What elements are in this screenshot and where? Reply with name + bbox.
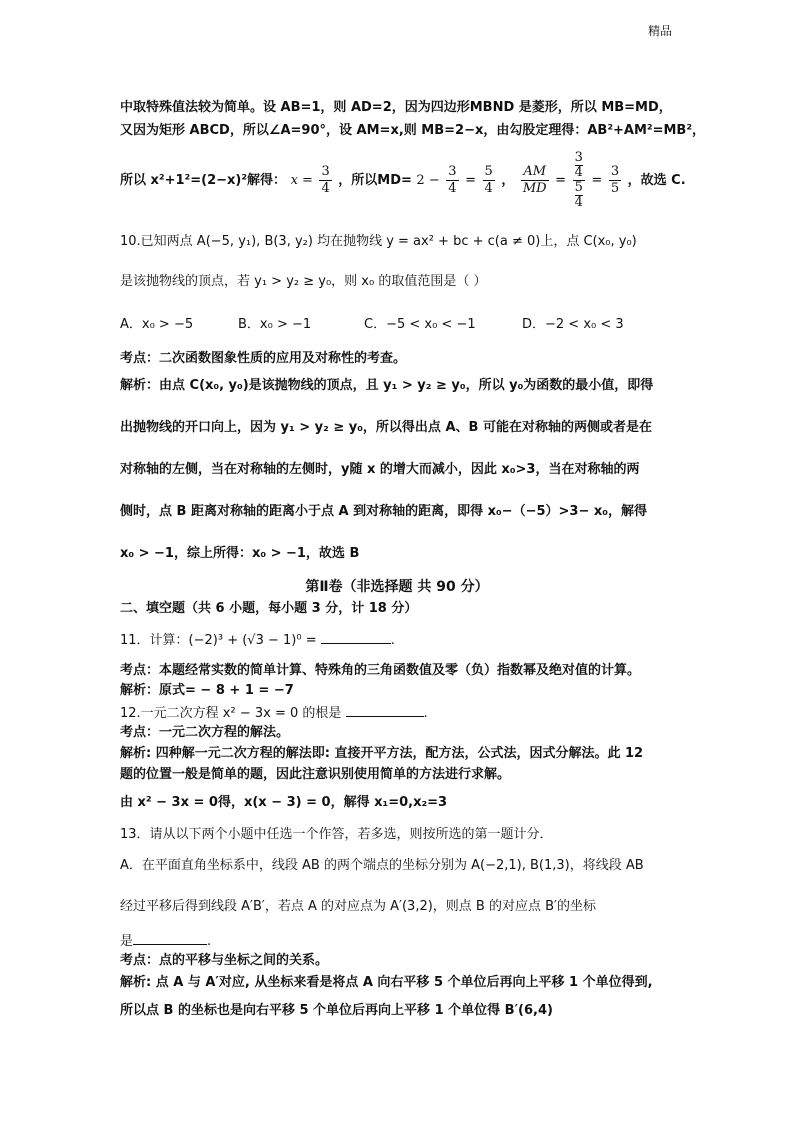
q12-analysis-2: 题的位置一般是简单的题，因此注意识别使用简单的方法进行求解。 <box>120 767 511 782</box>
q10-analysis-1: 解析：由点 C(x₀, y₀)是该抛物线的顶点，且 y₁ > y₂ ≥ y₀，所以 y₀为函数的最小值，即得 <box>120 378 654 393</box>
q12-period: . <box>423 706 428 721</box>
q12-analysis-3: 由 x² − 3x = 0得，x(x − 3) = 0，解得 x₁=0,x₂=3 <box>120 795 448 810</box>
q9-two-minus: 2 − <box>416 173 440 188</box>
inner-numerator: 5 <box>574 180 583 195</box>
fraction-numerator: 3 <box>321 164 330 179</box>
fraction-denominator: 4 <box>448 181 457 196</box>
fraction <box>521 164 549 197</box>
q12-kaodian: 考点：一元二次方程的解法。 <box>120 725 290 740</box>
fraction-numerator <box>573 151 585 181</box>
fraction-denominator: MD <box>522 181 547 196</box>
fraction-denominator: 5 <box>610 181 620 196</box>
fraction <box>319 164 331 197</box>
q9-line-3a: 所以 x²+1²=(2−x)²解得： <box>120 173 287 188</box>
q9-answer: ，故选 C. <box>627 173 686 188</box>
q13-a-line-3-text: 是 <box>120 934 134 949</box>
section-title: 二、填空题（共 6 小题，每小题 3 分，计 18 分） <box>120 601 418 616</box>
q10-kaodian: 考点：二次函数图象性质的应用及对称性的考查。 <box>120 351 407 366</box>
q11-kaodian: 考点：本题经常实数的简单计算、特殊角的三角函数值及零（负）指数幂及绝对值的计算。 <box>120 663 641 678</box>
q10-stem-1: 10.已知两点 A(−5, y₁), B(3, y₂) 均在抛物线 y = ax² + bc + c(a ≠ 0)上，点 C(x₀, y₀) <box>120 234 637 249</box>
q13-period: . <box>207 934 212 949</box>
fraction-numerator: 3 <box>610 164 620 179</box>
comma: ， <box>501 173 515 188</box>
inner-denominator: 4 <box>574 195 583 210</box>
q13-stem: 13．请从以下两个小题中任选一个作答，若多选，则按所选的第一题计分． <box>120 827 553 842</box>
q9-line-1: 中取特殊值法较为简单。设 AB=1，则 AD=2，因为四边形MBND 是菱形，所以 MB=MD， <box>120 100 672 115</box>
q11-stem <box>120 630 680 650</box>
fraction <box>609 164 621 197</box>
fraction-numerator: 3 <box>448 164 457 179</box>
q10-option-a: A．x₀ > −5 <box>120 317 194 332</box>
q10-analysis-2: 出抛物线的开口向上，因为 y₁ > y₂ ≥ y₀，所以得出点 A、B 可能在对称轴的两侧或者是在 <box>120 420 652 435</box>
q9-line-3 <box>120 145 686 217</box>
q13-kaodian: 考点：点的平移与坐标之间的关系。 <box>120 953 329 968</box>
q10-analysis-4: 侧时，点 B 距离对称轴的距离小于点 A 到对称轴的距离，即得 x₀−（−5）>3− x₀，解得 <box>120 504 647 519</box>
fraction <box>446 164 458 197</box>
part2-title: 第Ⅱ卷（非选择题 共 90 分） <box>305 579 489 595</box>
header-label: 精品 <box>647 24 672 38</box>
q9-line-2: 又因为矩形 ABCD，所以∠A=90°，设 AM=x,则 MB=2−x，由勾股定理得：AB²+AM²=MB²， <box>120 123 706 138</box>
fraction <box>483 164 495 197</box>
q10-analysis-3: 对称轴的左侧，当在对称轴的左侧时，y随 x 的增大而减小，因此 x₀>3，当在对称轴的两 <box>120 462 640 477</box>
equals-sign: = <box>591 173 603 188</box>
fraction-numerator: AM <box>521 164 549 181</box>
q13-analysis-1: 解析: 点 A 与 A′对应, 从坐标来看是将点 A 向右平移 5 个单位后再向上平移 1 个单位得到, <box>120 975 653 990</box>
q13-analysis-2: 所以点 B 的坐标也是向右平移 5 个单位后再向上平移 1 个单位得 B′(6,4) <box>120 1003 553 1018</box>
q10-option-c: C．−5 < x₀ < −1 <box>364 317 476 332</box>
q13-a-line-2: 经过平移后得到线段 A′B′，若点 A 的对应点为 A′(3,2)，则点 B 的对应点 B′的坐标 <box>120 899 596 914</box>
q9-x-eq: x = <box>290 173 313 188</box>
q9-md-label: ，所以MD= <box>338 173 412 188</box>
q10-option-b: B．x₀ > −1 <box>238 317 312 332</box>
q12-stem-text: 12.一元二次方程 x² − 3x = 0 的根是 <box>120 706 342 721</box>
q10-option-d: D．−2 < x₀ < 3 <box>522 317 624 332</box>
q10-analysis-5: x₀ > −1，综上所得：x₀ > −1，故选 B <box>120 546 360 561</box>
q11-stem-text: 11．计算：(−2)³ + (√3 − 1)⁰ = <box>120 633 317 648</box>
fraction-numerator: 5 <box>484 164 493 179</box>
equals-sign: = <box>465 173 476 188</box>
q12-stem <box>120 703 680 723</box>
inner-numerator: 3 <box>574 150 583 165</box>
answer-blank <box>346 703 424 717</box>
equals-sign: = <box>555 173 567 188</box>
answer-blank <box>321 630 391 644</box>
q10-stem-2: 是该抛物线的顶点，若 y₁ > y₂ ≥ y₀，则 x₀ 的取值范围是（ ） <box>120 274 487 289</box>
answer-blank <box>133 931 207 945</box>
q11-period: . <box>390 633 395 648</box>
q11-analysis: 解析：原式= − 8 + 1 = −7 <box>120 683 294 698</box>
fraction-denominator: 4 <box>484 181 493 196</box>
q13-a-line-3 <box>120 931 680 951</box>
compound-fraction <box>573 151 585 210</box>
q12-analysis-1: 解析: 四种解一元二次方程的解法即: 直接开平方法，配方法，公式法，因式分解法。此 12 <box>120 746 644 761</box>
inner-denominator: 4 <box>574 165 583 180</box>
q13-a-line-1: A．在平面直角坐标系中，线段 AB 的两个端点的坐标分别为 A(−2,1), B(1,3)，将线段 AB <box>120 858 644 873</box>
fraction-denominator: 4 <box>321 181 330 196</box>
fraction-denominator <box>573 181 585 210</box>
